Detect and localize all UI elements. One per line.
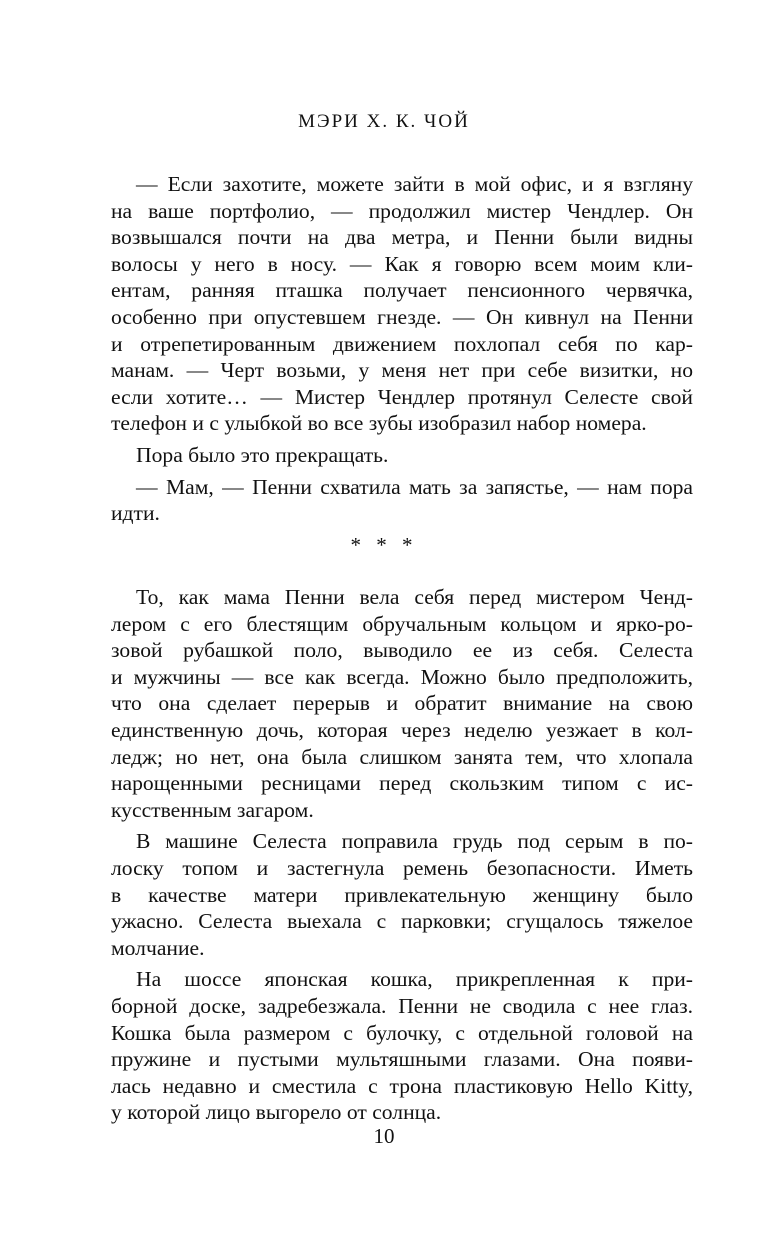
text-line: в качестве матери привлекательную женщину было <box>111 882 693 907</box>
page-number: 10 <box>373 1124 395 1148</box>
text-line: волосы у него в носу. — Как я говорю всем моим кли- <box>111 251 693 276</box>
text-line: молчание. <box>111 935 205 960</box>
text-line: лась недавно и сместила с трона пластиковую Hello Kitty, <box>111 1073 693 1098</box>
text-block-2 <box>111 584 693 1126</box>
text-line: у которой лицо выгорело от солнца. <box>111 1100 442 1125</box>
text-line: единственную дочь, которая через неделю уезжает в кол- <box>111 717 693 742</box>
text-line: и мужчины — все как всегда. Можно было предположить, <box>111 664 693 689</box>
text-line: что она сделает перерыв и обратит внимание на свою <box>111 691 693 716</box>
text-block-1 <box>111 171 693 527</box>
text-line: если хотите… — Мистер Чендлер протянул Селесте свой <box>111 384 693 409</box>
text-line: ужасно. Селеста выехала с парковки; сгущалось тяжелое <box>111 909 693 934</box>
text-line: борной доске, задребезжала. Пенни не сводила с нее глаз. <box>111 993 693 1018</box>
running-head: МЭРИ Х. К. ЧОЙ <box>298 111 470 132</box>
text-line: То, как мама Пенни вела себя перед мистером Ченд- <box>136 585 693 609</box>
text-line: В машине Селеста поправила грудь под серым в по- <box>136 829 693 854</box>
text-line: Пора было это прекращать. <box>136 442 389 467</box>
text-line: идти. <box>111 501 160 526</box>
section-separator: * * * <box>350 533 418 557</box>
text-line: зовой рубашкой поло, выводило ее из себя. Селеста <box>111 638 693 663</box>
text-line: Кошка была размером с булочку, с отдельной головой на <box>111 1020 693 1045</box>
text-line: — Если захотите, можете зайти в мой офис, и я взгляну <box>136 172 693 196</box>
text-line: возвышался почти на два метра, и Пенни были видны <box>111 225 693 250</box>
text-line: манам. — Черт возьми, у меня нет при себе визитки, но <box>111 358 693 383</box>
text-line: на ваше портфолио, — продолжил мистер Чендлер. Он <box>111 198 693 223</box>
text-line: и отрепетированным движением похлопал себя по кар- <box>111 331 693 356</box>
text-line: кусственным загаром. <box>111 797 314 822</box>
text-line: телефон и с улыбкой во все зубы изобразил набор номера. <box>111 411 647 436</box>
text-line: пружине и пустыми мультяшными глазами. Она появи- <box>111 1047 693 1072</box>
text-line: ентам, ранняя пташка получает пенсионного червячка, <box>111 278 693 303</box>
text-line: лоску топом и застегнула ремень безопасности. Иметь <box>111 855 693 880</box>
text-line: ледж; но нет, она была слишком занята тем, что хлопала <box>111 744 693 769</box>
text-line: На шоссе японская кошка, прикрепленная к при- <box>136 967 693 992</box>
text-line: — Мам, — Пенни схватила мать за запястье, — нам пора <box>136 474 693 499</box>
text-line: нарощенными ресницами перед скользким типом с ис- <box>111 771 693 796</box>
text-line: лером с его блестящим обручальным кольцом и ярко-ро- <box>111 611 693 636</box>
text-line: особенно при опустевшем гнезде. — Он кивнул на Пенни <box>111 304 693 329</box>
